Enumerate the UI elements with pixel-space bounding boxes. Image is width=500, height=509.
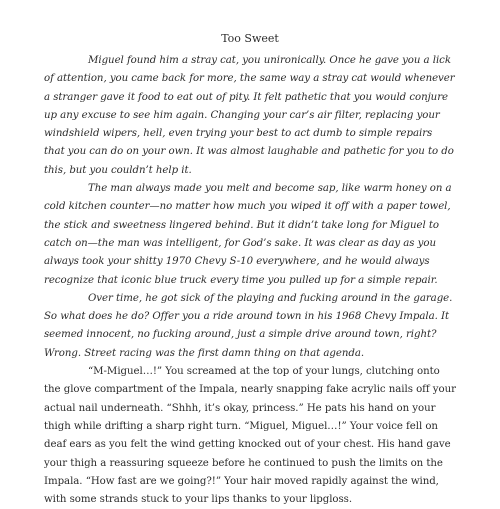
story-page [44,32,456,509]
story-paragraph: “M-Miguel…!” You screamed at the top of your lungs, clutching onto the glove compartment of the Impala, nearly snapping fake acrylic nails off your actual nail underneath. “Shhh, it’s okay, princess.” He pats his hand on your thigh while drifting a sharp right turn. “Miguel, Miguel…!” Your voice fell on deaf ears as you felt the wind getting knocked out of your chest. His hand gave your thigh a reassuring squeeze before he continued to push the limits on the Impala. “How fast are we going?!” Your hair moved rapidly against the wind, with some strands stuck to your lips thanks to your lipgloss. [44,366,456,506]
story-paragraph: Miguel found him a stray cat, you unironically. Once he gave you a lick of attention, you came back for more, the same way a stray cat would whenever a stranger gave it food to eat out of pity. It felt pathetic that you would conjure up any excuse to see him again. Changing your car’s air filter, replacing your windshield wipers, hell, even trying your best to act dumb to simple repairs that you can do on your own. It was almost laughable and pathetic for you to do this, but you couldn’t help it. [44,55,455,176]
story-paragraph: The man always made you melt and become sap, like warm honey on a cold kitchen counter—no matter how much you wiped it off with a paper towel, the stick and sweetness lingered behind. But it didn’t take long for Miguel to catch on—the man was intelligent, for God’s sake. It was clear as day as you always took your shitty 1970 Chevy S-10 everywhere, and he would always recognize that iconic blue truck every time you pulled up for a simple repair. [44,183,452,286]
story-title: Too Sweet [221,32,279,45]
story-paragraph: Over time, he got sick of the playing and fucking around in the garage. So what does he do? Offer you a ride around town in his 1968 Chevy Impala. It seemed innocent, no fucking around, just a simple drive around town, right? Wrong. Street racing was the first damn thing on that agenda. [44,292,453,359]
